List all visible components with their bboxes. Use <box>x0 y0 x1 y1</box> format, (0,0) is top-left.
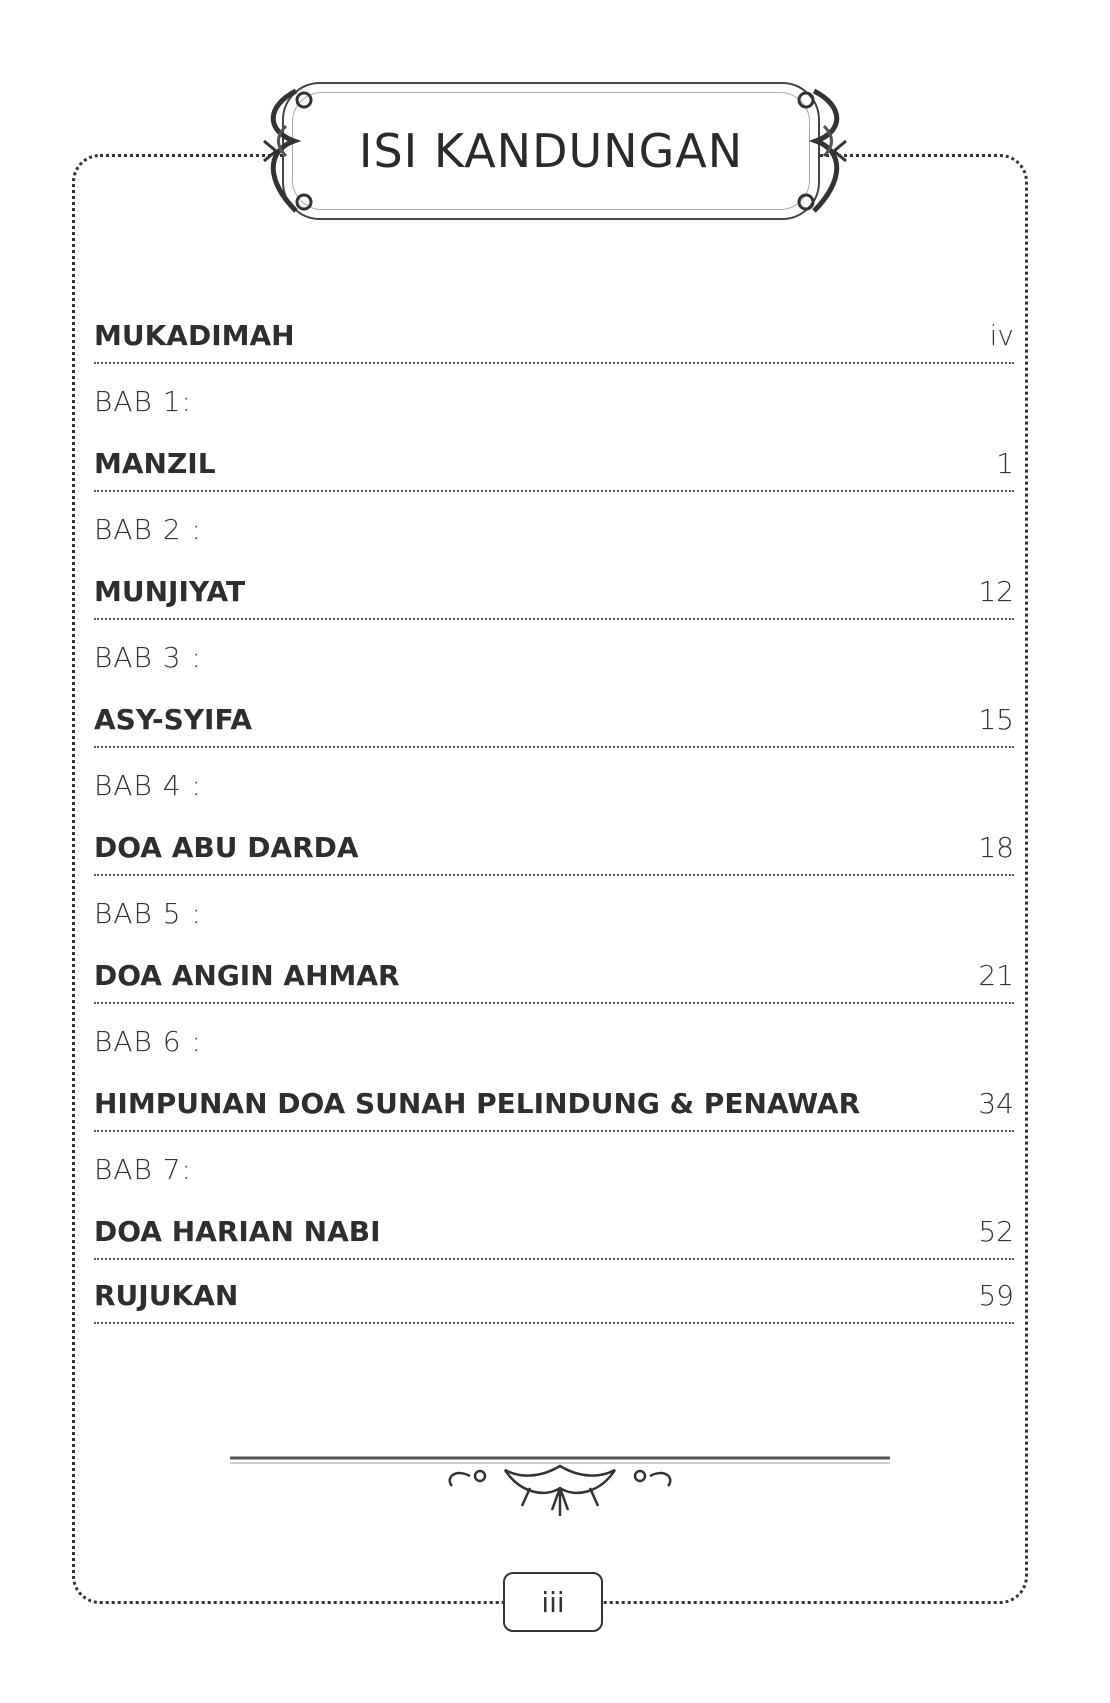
chapter-number: BAB 3 : <box>94 641 202 674</box>
toc-chapter-label <box>94 876 1014 940</box>
toc-entry-rujukan[interactable] <box>94 1260 1014 1324</box>
toc-page-number: 18 <box>978 831 1014 864</box>
title-plaque <box>282 82 820 220</box>
chapter-number: BAB 7: <box>94 1153 192 1186</box>
toc-entry-title: MUNJIYAT <box>94 575 246 608</box>
toc-entry-title: DOA ANGIN AHMAR <box>94 959 400 992</box>
toc-page-number: iv <box>989 319 1014 352</box>
toc-entry-title: DOA ABU DARDA <box>94 831 359 864</box>
right-flourish-icon <box>778 86 854 216</box>
toc-chapter-label <box>94 620 1014 684</box>
toc-page-number: 12 <box>978 575 1014 608</box>
chapter-number: BAB 6 : <box>94 1025 202 1058</box>
toc-entry-title: MANZIL <box>94 447 216 480</box>
toc-entry-title: ASY-SYIFA <box>94 703 253 736</box>
left-flourish-icon <box>256 86 332 216</box>
toc-page-number: 1 <box>996 447 1014 480</box>
page-number-badge: iii <box>503 1572 603 1632</box>
chapter-number: BAB 4 : <box>94 769 202 802</box>
toc-entry-title: RUJUKAN <box>94 1279 239 1312</box>
toc-chapter-label <box>94 1004 1014 1068</box>
page-title: ISI KANDUNGAN <box>358 124 744 178</box>
toc-page-number: 21 <box>978 959 1014 992</box>
toc-entry-doa-abu-darda[interactable] <box>94 812 1014 876</box>
toc-chapter-label <box>94 492 1014 556</box>
toc-entry-title: MUKADIMAH <box>94 319 295 352</box>
toc-chapter-label <box>94 364 1014 428</box>
chapter-number: BAB 5 : <box>94 897 202 930</box>
toc-chapter-label <box>94 1132 1014 1196</box>
chapter-number: BAB 1: <box>94 385 192 418</box>
toc-entry-title: HIMPUNAN DOA SUNAH PELINDUNG & PENAWAR <box>94 1087 861 1120</box>
toc-entry-doa-angin-ahmar[interactable] <box>94 940 1014 1004</box>
toc-page-number: 52 <box>978 1215 1014 1248</box>
table-of-contents <box>94 300 1014 1324</box>
toc-entry-title: DOA HARIAN NABI <box>94 1215 381 1248</box>
toc-entry-asy-syifa[interactable] <box>94 684 1014 748</box>
toc-entry-himpunan-doa[interactable] <box>94 1068 1014 1132</box>
chapter-number: BAB 2 : <box>94 513 202 546</box>
toc-chapter-label <box>94 748 1014 812</box>
toc-entry-mukadimah[interactable] <box>94 300 1014 364</box>
toc-page-number: 59 <box>978 1279 1014 1312</box>
toc-entry-doa-harian-nabi[interactable] <box>94 1196 1014 1260</box>
ornamental-divider-icon <box>230 1448 890 1528</box>
toc-page-number: 15 <box>978 703 1014 736</box>
toc-entry-munjiyat[interactable] <box>94 556 1014 620</box>
toc-page-number: 34 <box>978 1087 1014 1120</box>
toc-entry-manzil[interactable] <box>94 428 1014 492</box>
